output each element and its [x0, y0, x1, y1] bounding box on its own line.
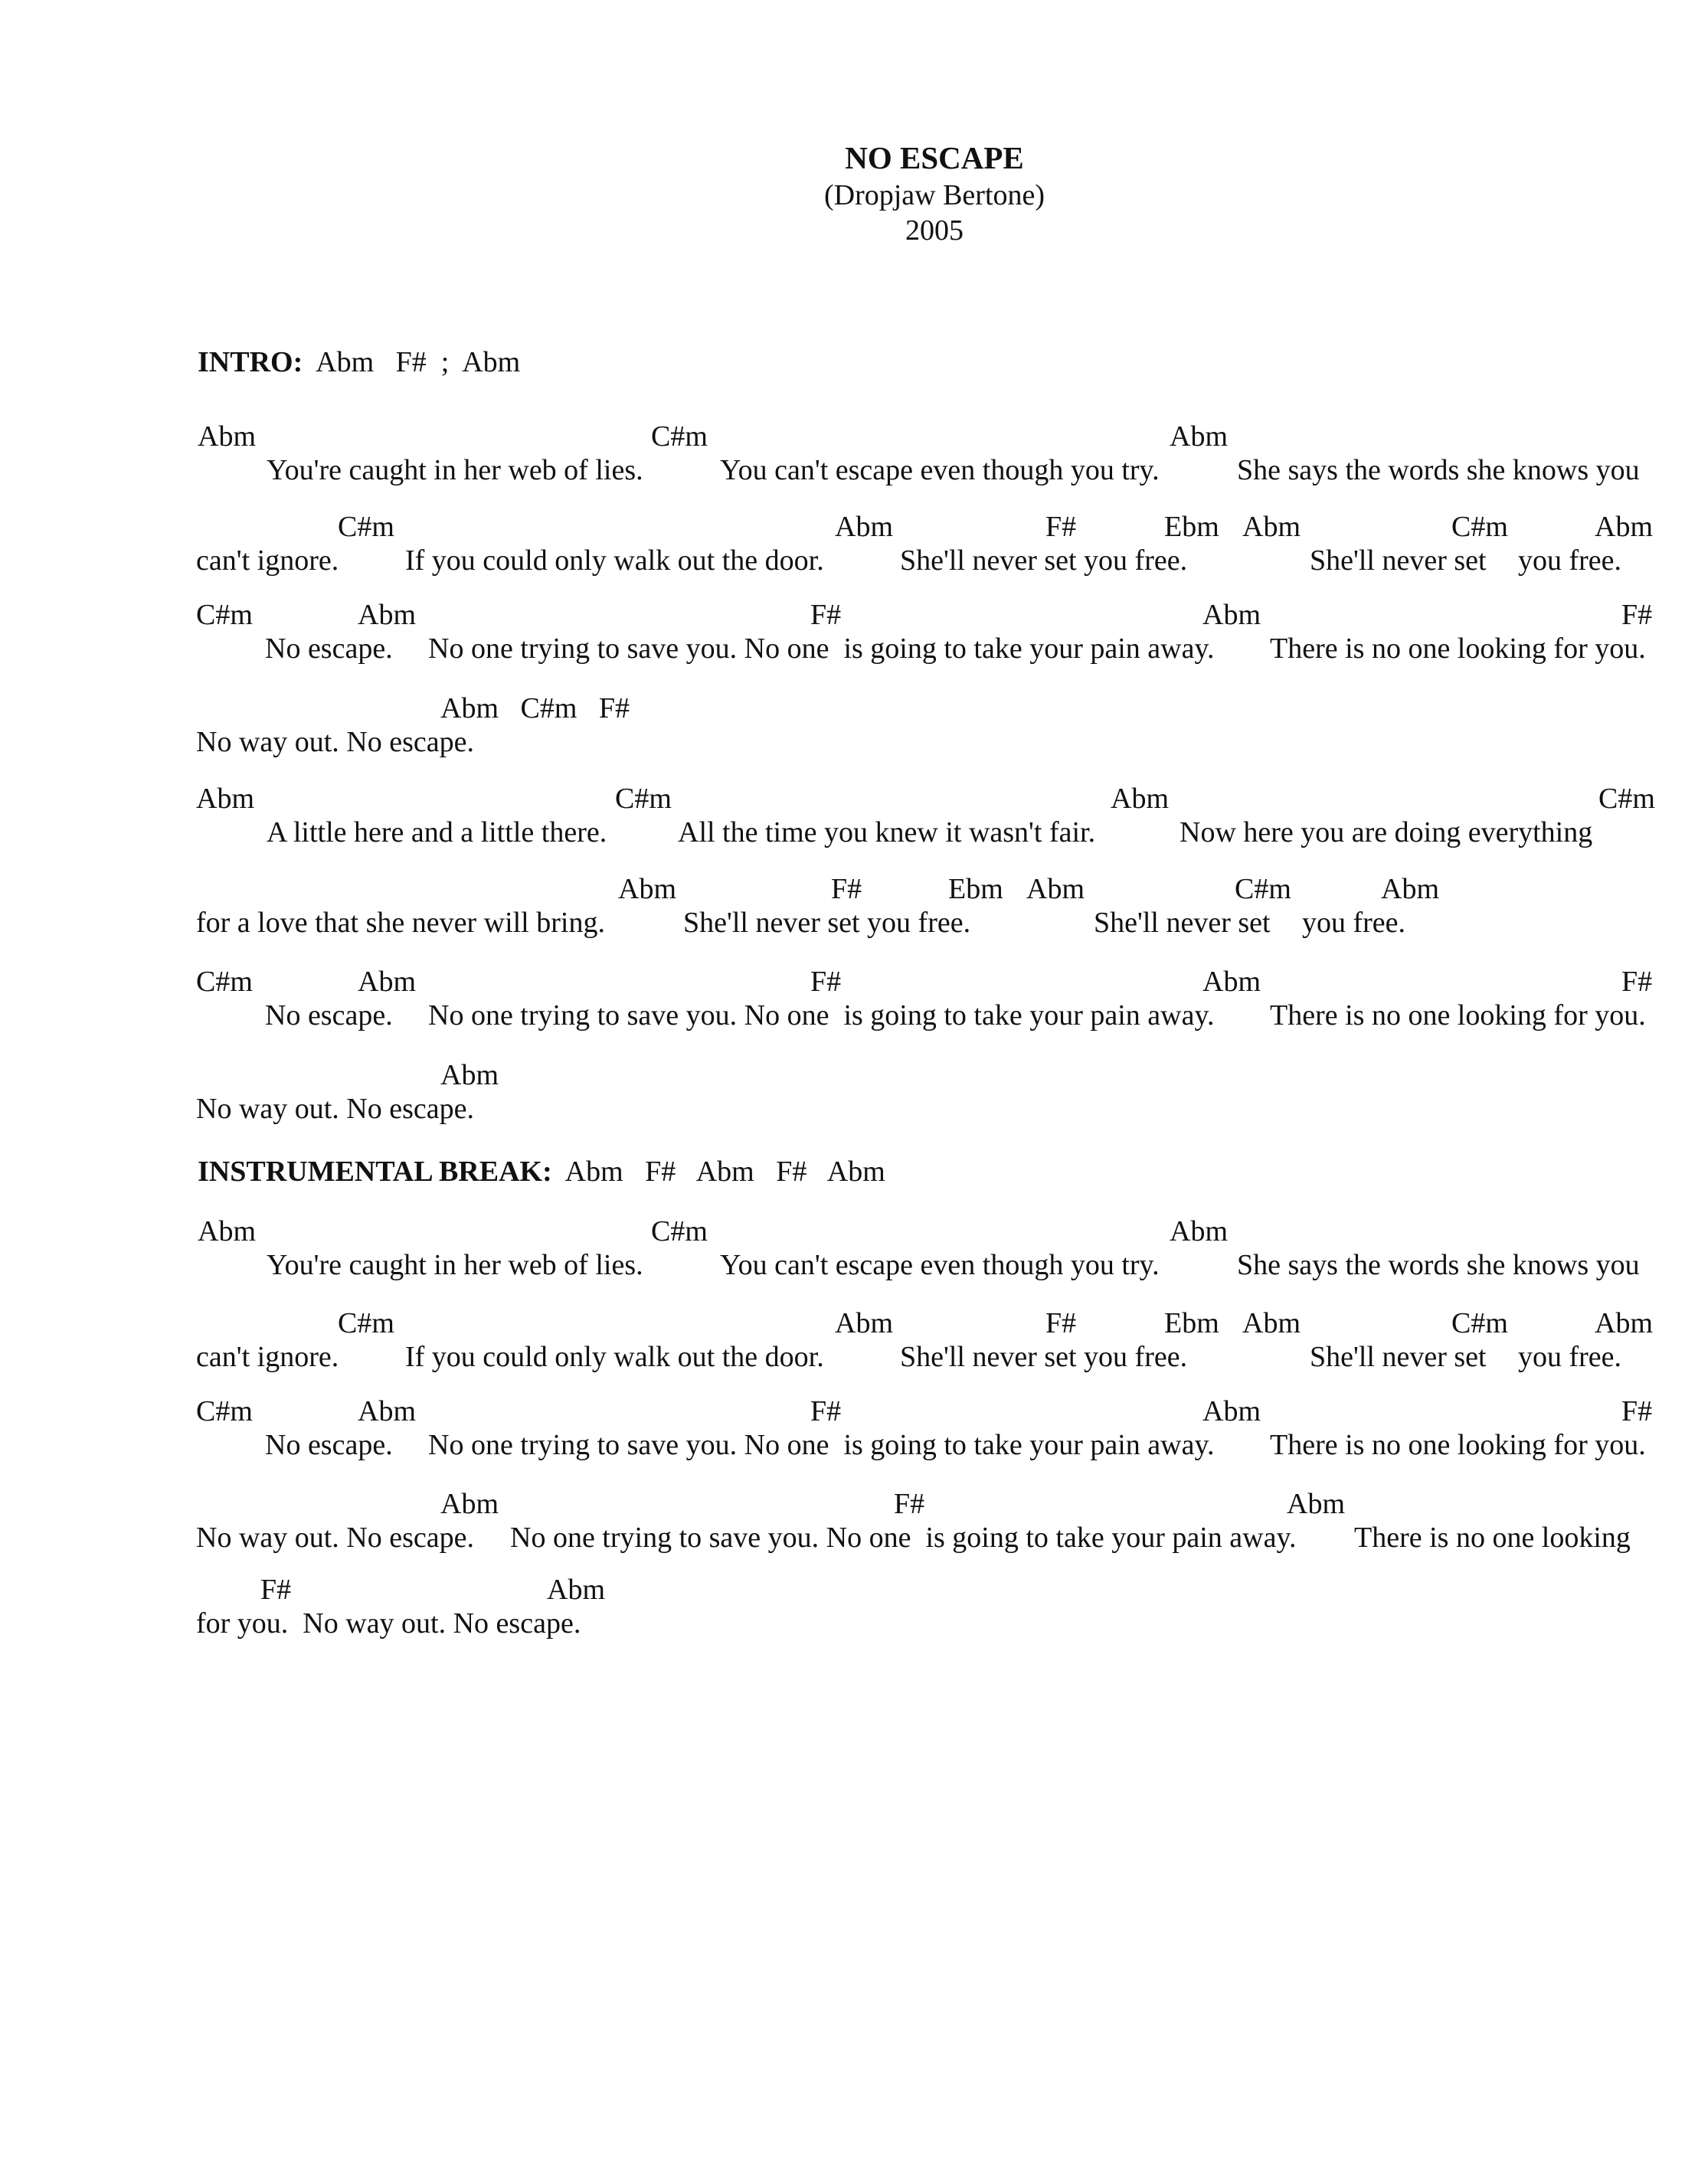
lyric-text: you free. — [1518, 1341, 1622, 1373]
chord-symbol: C#m — [1235, 873, 1291, 905]
lyric-text: No way out. No escape. — [196, 1522, 475, 1554]
chord-symbol: F# — [810, 1395, 842, 1427]
chord-symbol: F# — [831, 873, 862, 905]
chord-symbol: F# — [1045, 1307, 1077, 1339]
chord-symbol: Abm — [1381, 873, 1439, 905]
chord-symbol: Abm — [1202, 966, 1261, 998]
chord-symbol: C#m — [196, 966, 253, 998]
lyric-text: You're caught in her web of lies. — [267, 454, 643, 486]
chord-symbol: Abm — [835, 511, 893, 543]
lyric-text: If you could only walk out the door. — [405, 1341, 824, 1373]
song-year: 2005 — [905, 214, 964, 247]
chord-symbol: Abm — [835, 1307, 893, 1339]
lyric-text: She'll never set you free. — [900, 544, 1188, 577]
lyric-text: No way out. No escape. — [196, 726, 475, 758]
chord-symbol: Ebm — [1164, 1307, 1219, 1339]
lyric-text: No one trying to save you. No one is going to take your pain away. — [428, 633, 1215, 665]
chord-symbol: C#m — [338, 511, 394, 543]
lyric-text: Now here you are doing everything — [1180, 816, 1593, 848]
chord-symbol: C#m — [651, 1215, 708, 1247]
lyric-text: No escape. — [265, 1429, 393, 1461]
lyric-text: No escape. — [265, 999, 393, 1032]
intro-line — [198, 345, 520, 379]
chord-symbol: Ebm — [1164, 511, 1219, 543]
chord-symbol: Abm — [1111, 783, 1169, 815]
chord-symbol: Abm — [1242, 1307, 1301, 1339]
chord-symbol: Abm — [1242, 511, 1301, 543]
lyric-text: you free. — [1518, 544, 1622, 577]
chord-symbol: Abm — [358, 599, 416, 631]
chord-symbol: C#m — [196, 1395, 253, 1427]
chord-symbol: Abm — [196, 783, 254, 815]
chord-symbol: C#m — [615, 783, 672, 815]
chord-symbol: F# — [1621, 599, 1653, 631]
chord-symbol: F# — [260, 1574, 292, 1606]
intro-chords: Abm F# ; Abm — [316, 346, 521, 378]
lyric-text: There is no one looking — [1354, 1522, 1631, 1554]
lyric-text: No one trying to save you. No one is going to take your pain away. — [428, 999, 1215, 1032]
chord-symbol: Abm — [1170, 1215, 1228, 1247]
song-artist: (Dropjaw Bertone) — [823, 179, 1045, 211]
lyric-text: No one trying to save you. No one is going to take your pain away. — [510, 1522, 1297, 1554]
chord-symbol: Abm — [1202, 599, 1261, 631]
lyric-text: She'll never set — [1310, 544, 1487, 577]
lyric-text: She'll never set — [1094, 907, 1271, 939]
chord-symbol: Abm — [1595, 1307, 1653, 1339]
break-label: INSTRUMENTAL BREAK: — [198, 1156, 552, 1188]
lyric-text: can't ignore. — [196, 544, 339, 577]
chord-symbol: Abm — [198, 1215, 256, 1247]
chord-symbol: C#m — [196, 599, 253, 631]
lyric-text: If you could only walk out the door. — [405, 544, 824, 577]
lyric-text: There is no one looking for you. — [1270, 1429, 1646, 1461]
lyric-text: She says the words she knows you — [1237, 1249, 1640, 1281]
lyric-text: for a love that she never will bring. — [196, 907, 605, 939]
chord-symbol: Ebm — [948, 873, 1003, 905]
song-header — [0, 138, 1685, 248]
break-chords: Abm F# Abm F# Abm — [564, 1156, 885, 1188]
chord-symbol: C#m — [1598, 783, 1655, 815]
chord-symbol: Abm — [1026, 873, 1085, 905]
lyric-text: She'll never set you free. — [683, 907, 971, 939]
chord-symbol: Abm — [440, 1059, 499, 1091]
chord-symbol: C#m — [651, 420, 708, 453]
lyric-text: There is no one looking for you. — [1270, 999, 1646, 1032]
chord-symbol: Abm — [440, 1488, 499, 1520]
lyric-text: No escape. — [265, 633, 393, 665]
chord-symbol: C#m — [1451, 511, 1508, 543]
lyric-text: You're caught in her web of lies. — [267, 1249, 643, 1281]
chord-symbol: F# — [810, 966, 842, 998]
chord-symbol: Abm C#m F# — [440, 692, 630, 724]
chord-symbol: Abm — [358, 1395, 416, 1427]
lyric-text: All the time you knew it wasn't fair. — [678, 816, 1096, 848]
intro-label: INTRO: — [198, 346, 303, 378]
lyric-text: She'll never set — [1310, 1341, 1487, 1373]
lyric-text: She'll never set you free. — [900, 1341, 1188, 1373]
lyric-text: can't ignore. — [196, 1341, 339, 1373]
chord-symbol: F# — [1621, 966, 1653, 998]
chord-symbol: F# — [1621, 1395, 1653, 1427]
lyric-text: No way out. No escape. — [196, 1093, 475, 1125]
instrumental-break-line — [198, 1155, 885, 1188]
chord-symbol: Abm — [1202, 1395, 1261, 1427]
chord-symbol: C#m — [338, 1307, 394, 1339]
chord-symbol: C#m — [1451, 1307, 1508, 1339]
chord-symbol: F# — [810, 599, 842, 631]
chord-symbol: Abm — [618, 873, 676, 905]
chord-symbol: Abm — [1595, 511, 1653, 543]
chord-symbol: F# — [1045, 511, 1077, 543]
chord-symbol: Abm — [547, 1574, 605, 1606]
lyric-text: There is no one looking for you. — [1270, 633, 1646, 665]
chord-symbol: Abm — [1287, 1488, 1345, 1520]
chord-symbol: Abm — [1170, 420, 1228, 453]
lyric-text: for you. No way out. No escape. — [196, 1607, 581, 1640]
lyric-text: A little here and a little there. — [267, 816, 607, 848]
lyric-text: You can't escape even though you try. — [720, 454, 1160, 486]
lyric-text: She says the words she knows you — [1237, 454, 1640, 486]
lyric-text: No one trying to save you. No one is going to take your pain away. — [428, 1429, 1215, 1461]
lyric-text: you free. — [1302, 907, 1406, 939]
chord-symbol: F# — [894, 1488, 925, 1520]
chord-symbol: Abm — [358, 966, 416, 998]
song-title: NO ESCAPE — [845, 140, 1024, 175]
lyric-text: You can't escape even though you try. — [720, 1249, 1160, 1281]
chord-symbol: Abm — [198, 420, 256, 453]
